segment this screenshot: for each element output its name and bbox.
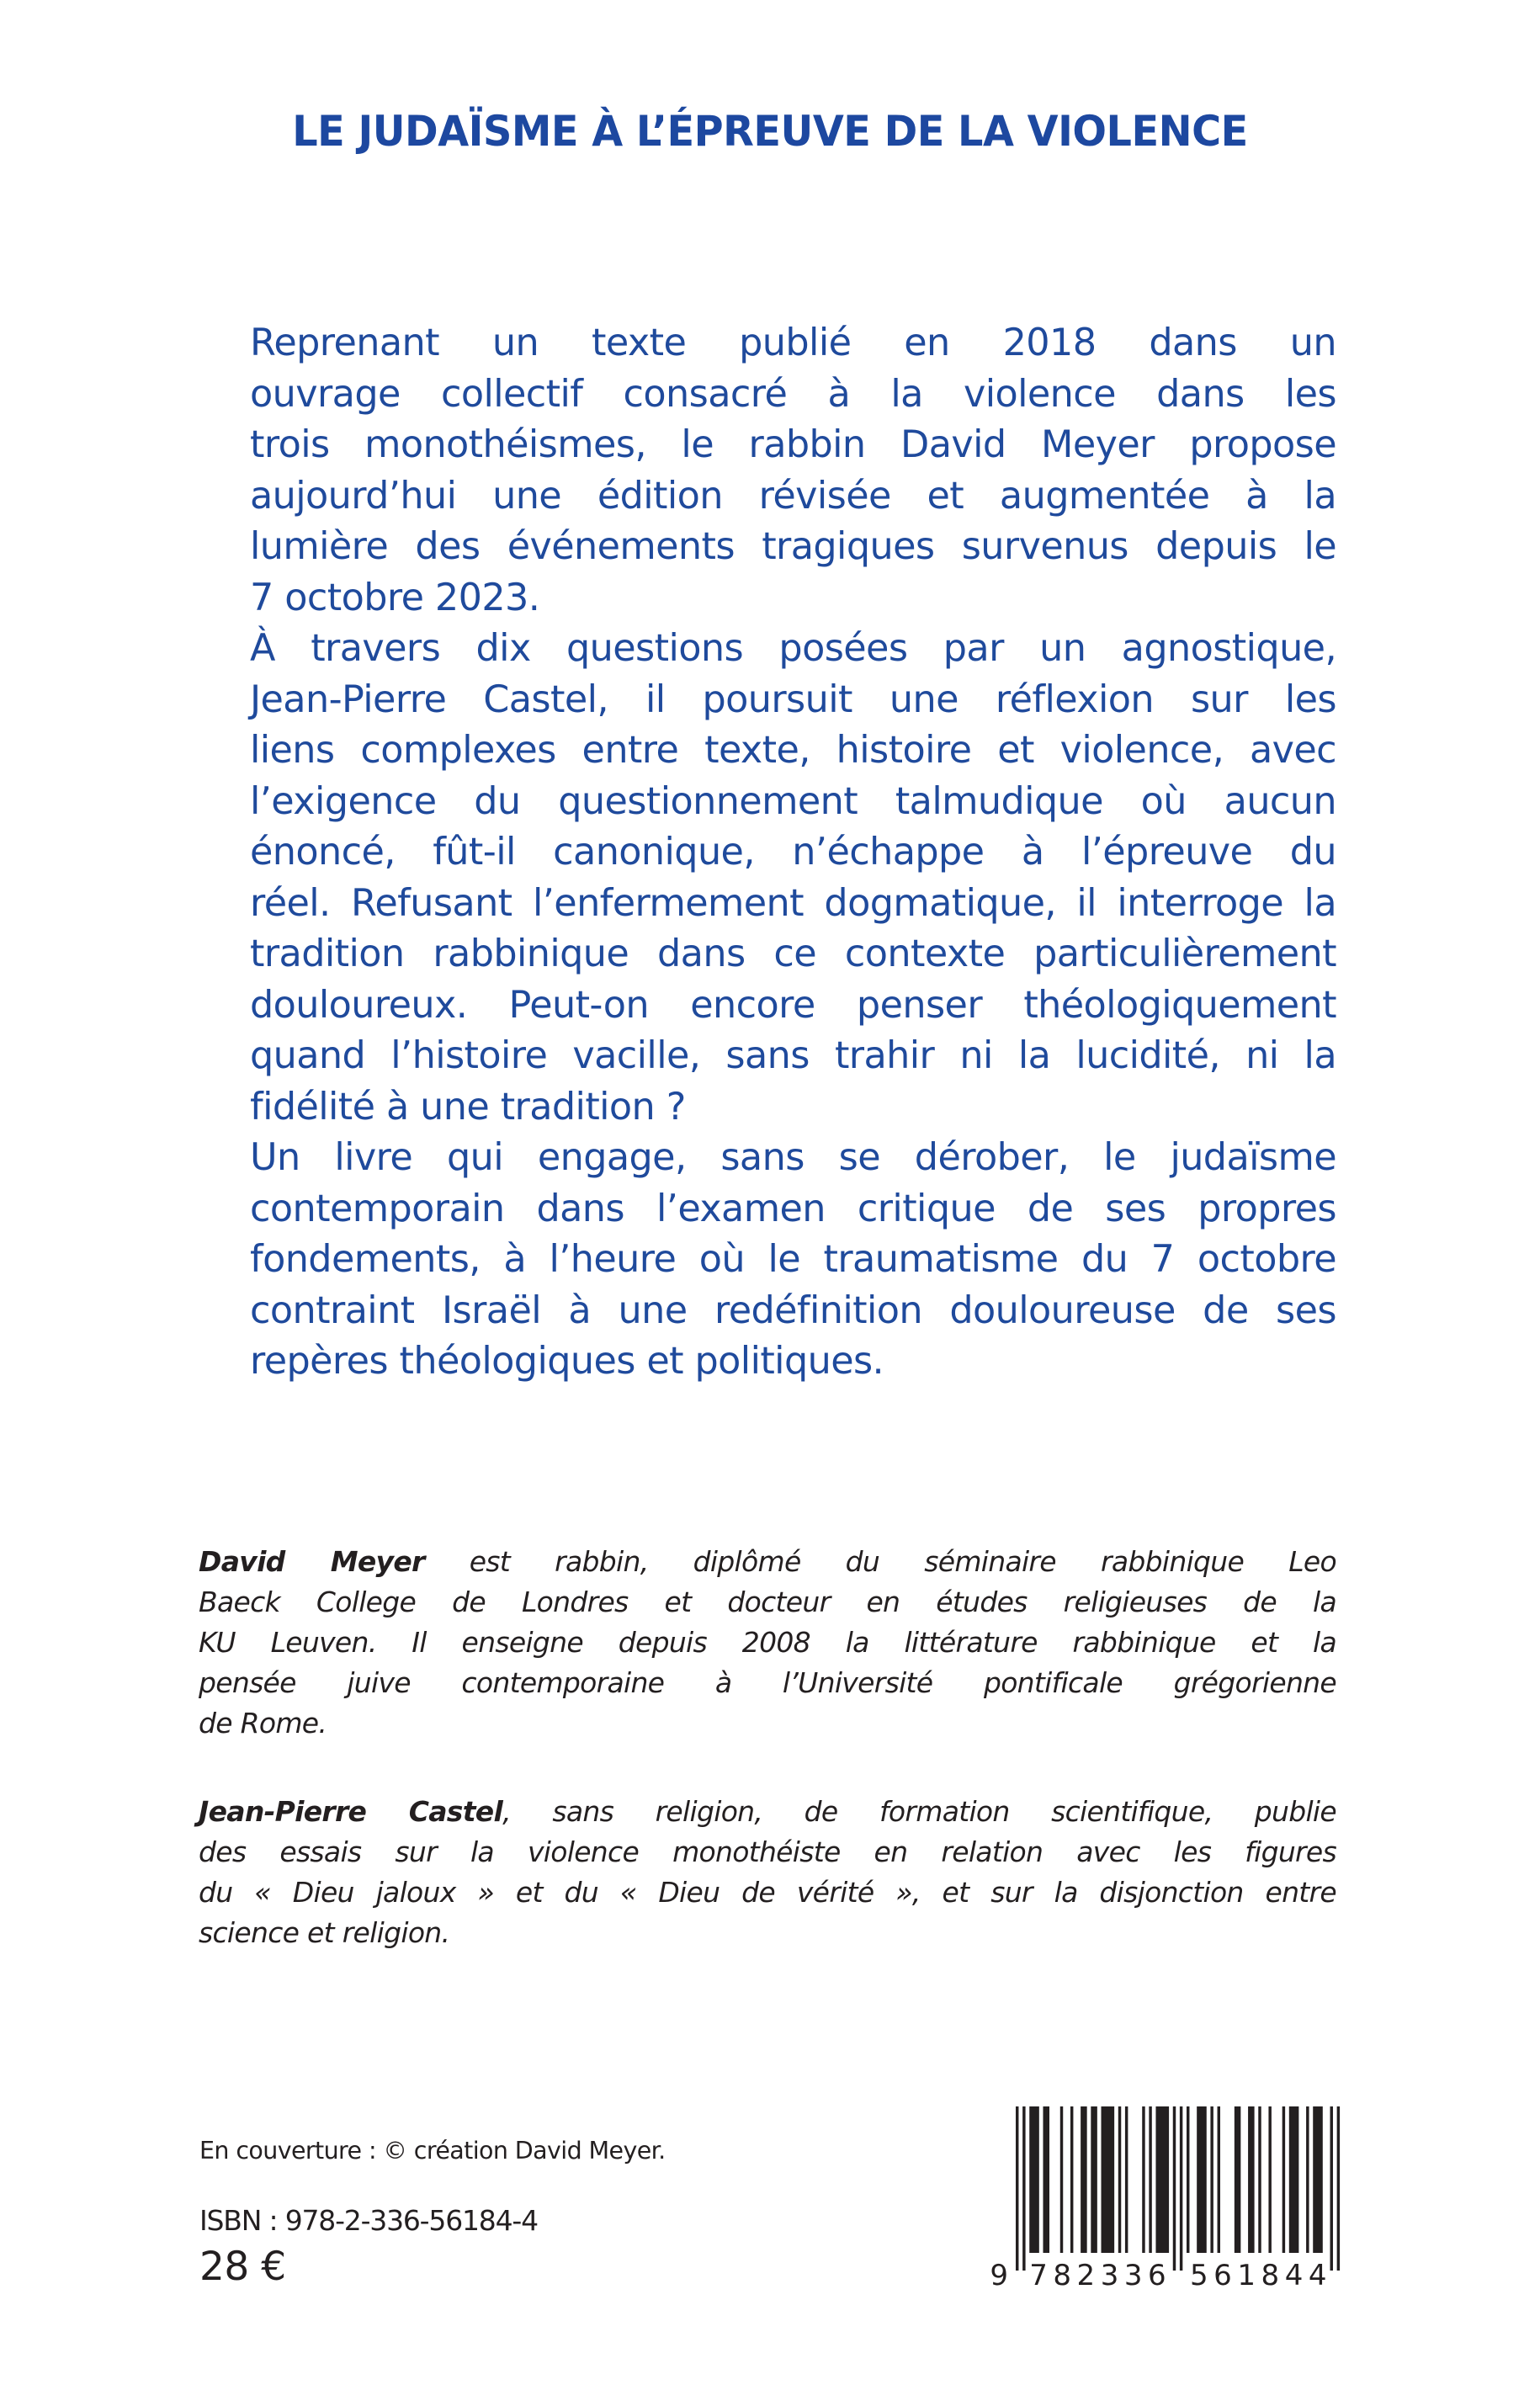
bio-line: du « Dieu jaloux » et du « Dieu de vérité », et sur la disjonction entre — [199, 1876, 1336, 1909]
blurb-line: Reprenant un texte publié en 2018 dans un — [250, 321, 1336, 364]
blurb-line: lumière des événements tragiques survenus depuis le — [250, 525, 1336, 568]
blurb-line: quand l’histoire vacille, sans trahir ni la lucidité, ni la — [250, 1034, 1336, 1077]
blurb-line: l’exigence du questionnement talmudique où aucun — [250, 779, 1336, 823]
blurb-line: réel. Refusant l’enfermement dogmatique, il interroge la — [250, 881, 1336, 925]
ean13-barcode — [981, 2096, 1351, 2297]
author-bio-jean-pierre-castel — [199, 1792, 1336, 1953]
blurb-line: repères théologiques et politiques. — [250, 1340, 884, 1383]
author-name: Jean-Pierre Castel — [199, 1795, 503, 1828]
blurb-line: ouvrage collectif consacré à la violence dans les — [250, 372, 1336, 416]
blurb-line: contemporain dans l’examen critique de ses propres — [250, 1187, 1336, 1230]
bio-line: des essais sur la violence monothéiste en relation avec les figures — [199, 1835, 1336, 1868]
blurb-line: douloureux. Peut-on encore penser théologiquement — [250, 983, 1336, 1027]
bio-text: est rabbin, diplômé du séminaire rabbinique Leo — [424, 1545, 1336, 1578]
bio-line: de Rome. — [199, 1707, 327, 1740]
bio-line: science et religion. — [199, 1916, 450, 1949]
blurb-line: fidélité à une tradition ? — [250, 1085, 686, 1129]
blurb-line: À travers dix questions posées par un agnostique, — [250, 627, 1336, 670]
cover-credit: En couverture : © création David Meyer. — [199, 2137, 666, 2165]
author-name: David Meyer — [199, 1545, 425, 1578]
blurb-line: trois monothéismes, le rabbin David Meyer propose — [250, 423, 1336, 466]
blurb-line: 7 octobre 2023. — [250, 576, 540, 619]
blurb-line: liens complexes entre texte, histoire et violence, avec — [250, 729, 1336, 772]
blurb-paragraph-2 — [199, 624, 1336, 1133]
barcode-digits: 9 — [990, 2259, 1008, 2292]
bio-line — [199, 1792, 1336, 1832]
barcode-graphic — [981, 2096, 1351, 2297]
book-title: LE JUDAÏSME À L’ÉPREUVE DE LA VIOLENCE — [292, 107, 1248, 156]
bio-line: pensée juive contemporaine à l’Université pontificale grégorienne — [199, 1666, 1336, 1699]
blurb-line: aujourd’hui une édition révisée et augmentée à la — [250, 474, 1336, 518]
bio-line: Baeck College de Londres et docteur en études religieuses de la — [199, 1586, 1336, 1618]
author-bio-david-meyer — [199, 1542, 1336, 1744]
blurb-line: contraint Israël à une redéfinition douloureuse de ses — [250, 1288, 1336, 1332]
blurb-paragraph-3 — [199, 1133, 1336, 1388]
bio-line: KU Leuven. Il enseigne depuis 2008 la littérature rabbinique et la — [199, 1626, 1336, 1659]
blurb-line: tradition rabbinique dans ce contexte particulièrement — [250, 932, 1336, 975]
bio-text: , sans religion, de formation scientifique, publie — [502, 1795, 1337, 1828]
blurb-line: Jean-Pierre Castel, il poursuit une réflexion sur les — [250, 677, 1336, 721]
barcode-digits: 561844 — [1190, 2259, 1327, 2292]
barcode-digits: 782336 — [1029, 2259, 1166, 2292]
bio-line — [199, 1542, 1336, 1582]
blurb — [199, 318, 1336, 1388]
blurb-paragraph-1 — [199, 318, 1336, 624]
blurb-line: fondements, à l’heure où le traumatisme du 7 octobre — [250, 1238, 1336, 1281]
isbn: ISBN : 978-2-336-56184-4 — [199, 2204, 538, 2237]
blurb-line: énoncé, fût-il canonique, n’échappe à l’épreuve du — [250, 831, 1336, 874]
price: 28 € — [199, 2244, 286, 2290]
blurb-line: Un livre qui engage, sans se dérober, le judaïsme — [250, 1136, 1336, 1179]
